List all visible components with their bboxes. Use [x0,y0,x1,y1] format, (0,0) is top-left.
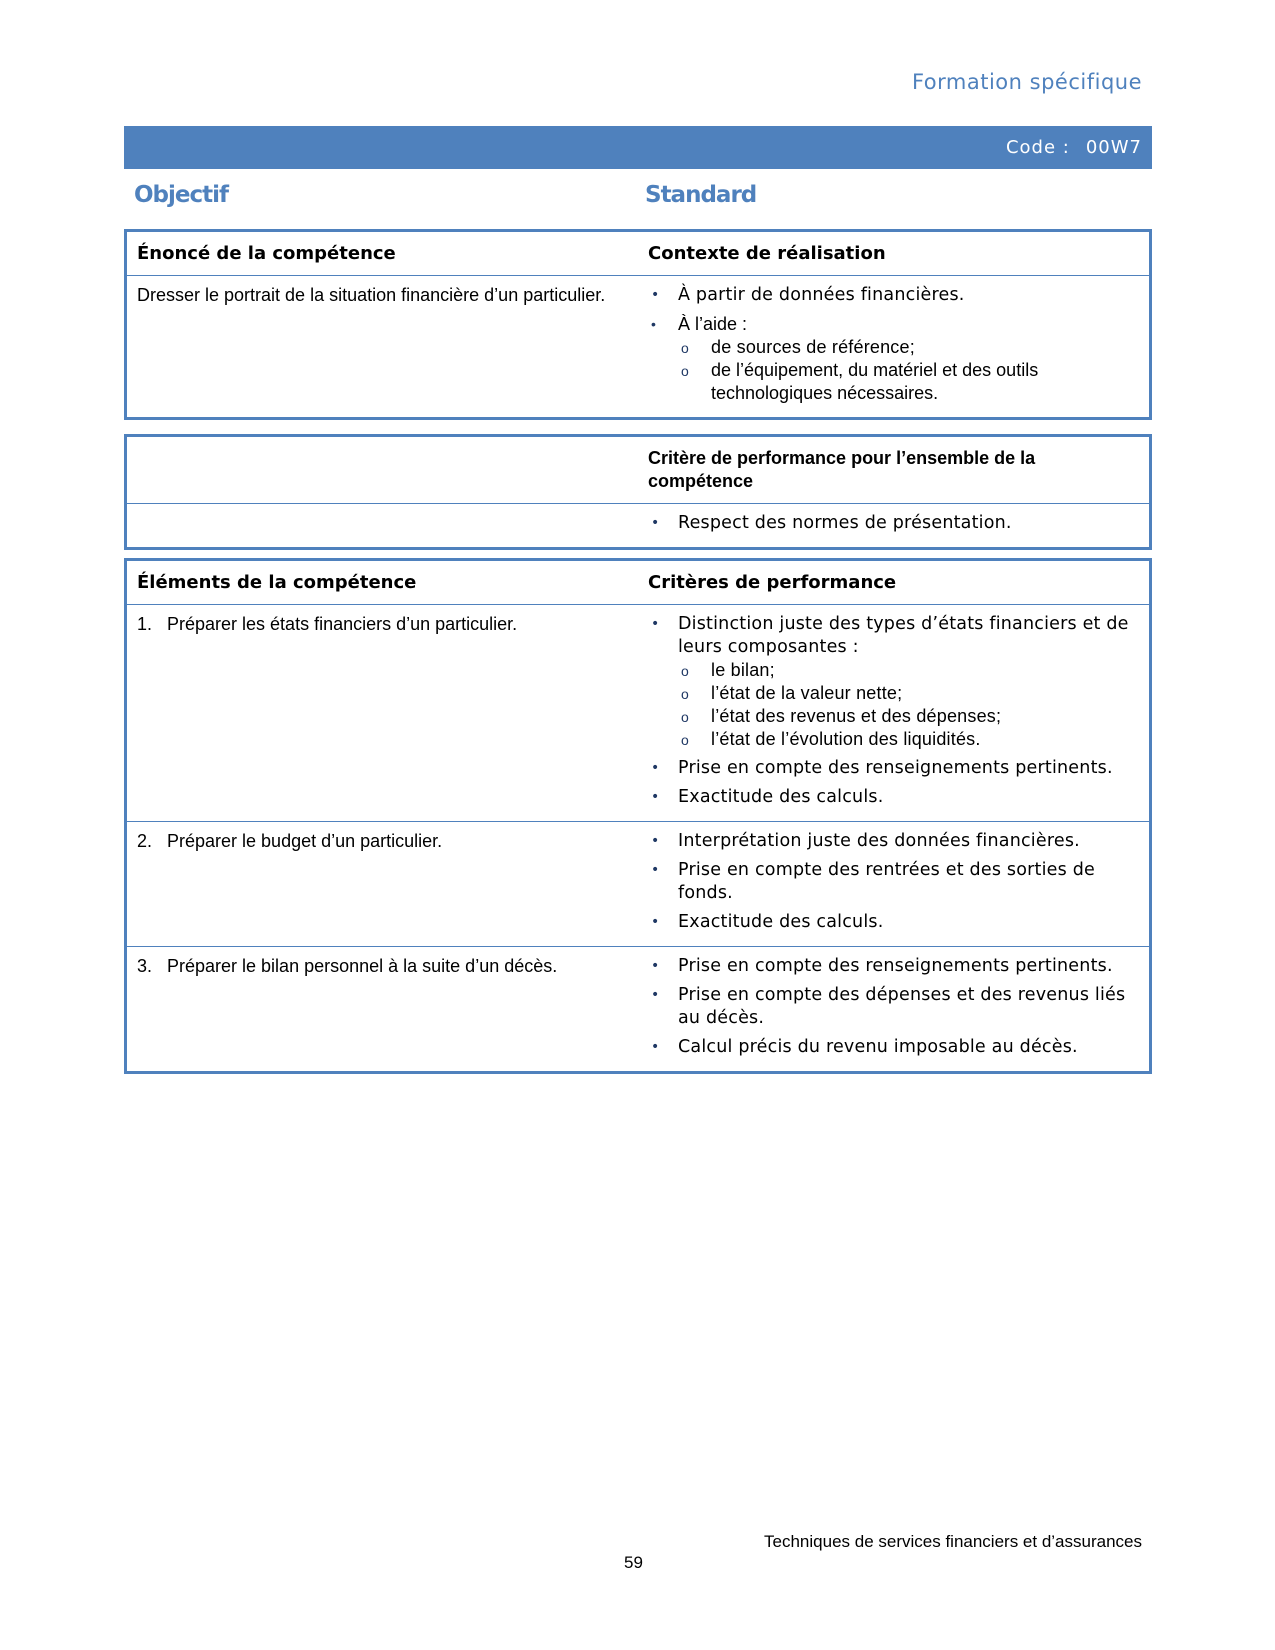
page-number: 59 [624,1553,643,1572]
global-criteria-table [124,434,1152,550]
criteria-cell [638,947,1151,1073]
table-row [126,947,1151,1073]
competence-statement: Dresser le portrait de la situation financière d’un particulier. [137,285,606,305]
circle-bullet-icon: o [681,709,689,725]
sub-list-item: o de sources de référence; [681,336,1139,359]
circle-bullet-icon: o [681,363,689,379]
criteria-list [648,613,1139,809]
bullet-icon: • [651,760,660,776]
code-bar [124,126,1152,169]
sub-list-item: o de l’équipement, du matériel et des outils technologiques nécessaires. [681,360,1039,403]
element-number: 3. [137,956,153,976]
element-text: Préparer le budget d’un particulier. [167,831,443,851]
sub-list [648,336,1139,405]
global-criteria-header: Critère de performance pour l’ensemble de la compétence [638,436,1151,504]
bullet-icon: • [651,616,660,632]
standard-title: Standard [645,182,757,208]
sub-list [648,659,1139,751]
sub-list-item: o le bilan; [681,659,1139,682]
code-value: 00W7 [1085,137,1142,158]
bullet-icon: • [651,287,660,303]
bullet-icon: • [651,862,660,878]
circle-bullet-icon: o [681,340,689,356]
context-header: Contexte de réalisation [638,231,1151,276]
circle-bullet-icon: o [681,663,689,679]
element-text: Préparer les états financiers d’un particulier. [167,614,518,634]
list-item: • Respect des normes de présentation. [651,513,1012,533]
section-title: Formation spécifique [911,70,1142,94]
elements-table [124,558,1152,1074]
bullet-icon: • [651,914,660,930]
list-item: • À l’aide : o de sources de référence; o de l’équipement, du matériel et des outils technologiques nécessaires. [648,313,1139,405]
element-number: 2. [137,831,153,851]
table-row [126,605,1151,822]
bullet-icon: • [651,1039,660,1055]
criteria-header: Critères de performance [638,560,1151,605]
global-criteria-cell [638,504,1151,549]
list-item: • Interprétation juste des données financières. [651,831,1080,851]
table-row [126,822,1151,947]
list-item: • Prise en compte des rentrées et des sorties de fonds. [651,860,1095,903]
criteria-cell [638,605,1151,822]
bullet-icon: • [651,833,660,849]
global-left-header [126,436,639,504]
bullet-icon: • [651,316,656,332]
list-item: • Exactitude des calculs. [651,912,884,932]
list-item: • Prise en compte des dépenses et des revenus liés au décès. [651,985,1126,1028]
circle-bullet-icon: o [681,732,689,748]
sub-list-item: o l’état de l’évolution des liquidités. [681,728,1139,751]
global-criteria-list [648,512,1139,535]
element-text: Préparer le bilan personnel à la suite d’un décès. [167,956,558,976]
list-item: • Prise en compte des renseignements pertinents. [651,956,1113,976]
elements-header: Éléments de la compétence [126,560,639,605]
statement-header: Énoncé de la compétence [126,231,639,276]
bullet-icon: • [651,987,660,1003]
sub-list-item: o l’état des revenus et des dépenses; [681,705,1139,728]
context-list [648,284,1139,405]
objectif-title: Objectif [134,182,229,208]
code-label: Code : [1005,137,1070,158]
list-item: • Calcul précis du revenu imposable au décès. [651,1037,1078,1057]
footer-program-title: Techniques de services financiers et d’assurances [764,1532,1142,1551]
criteria-list [648,830,1139,934]
list-item: • Distinction juste des types d’états financiers et de leurs composantes : o le bilan; o l’état de la valeur nette; o l’état des revenus et des dépenses; o l’état de l’évolution des liquidités. [648,613,1139,751]
bullet-icon: • [651,958,660,974]
statement-table [124,229,1152,420]
bullet-icon: • [651,789,660,805]
column-titles [124,182,1152,208]
circle-bullet-icon: o [681,686,689,702]
context-list-cell [638,276,1151,419]
list-item: • Prise en compte des renseignements pertinents. [651,758,1113,778]
element-number: 1. [137,614,153,634]
global-left-empty [126,504,639,549]
sub-list-item: o l’état de la valeur nette; [681,682,1139,705]
bullet-icon: • [651,515,660,531]
list-item: • Exactitude des calculs. [651,787,884,807]
element-cell [126,947,639,1073]
element-cell [126,822,639,947]
element-cell [126,605,639,822]
criteria-list [648,955,1139,1059]
criteria-cell [638,822,1151,947]
list-item: • À partir de données financières. [651,285,965,305]
